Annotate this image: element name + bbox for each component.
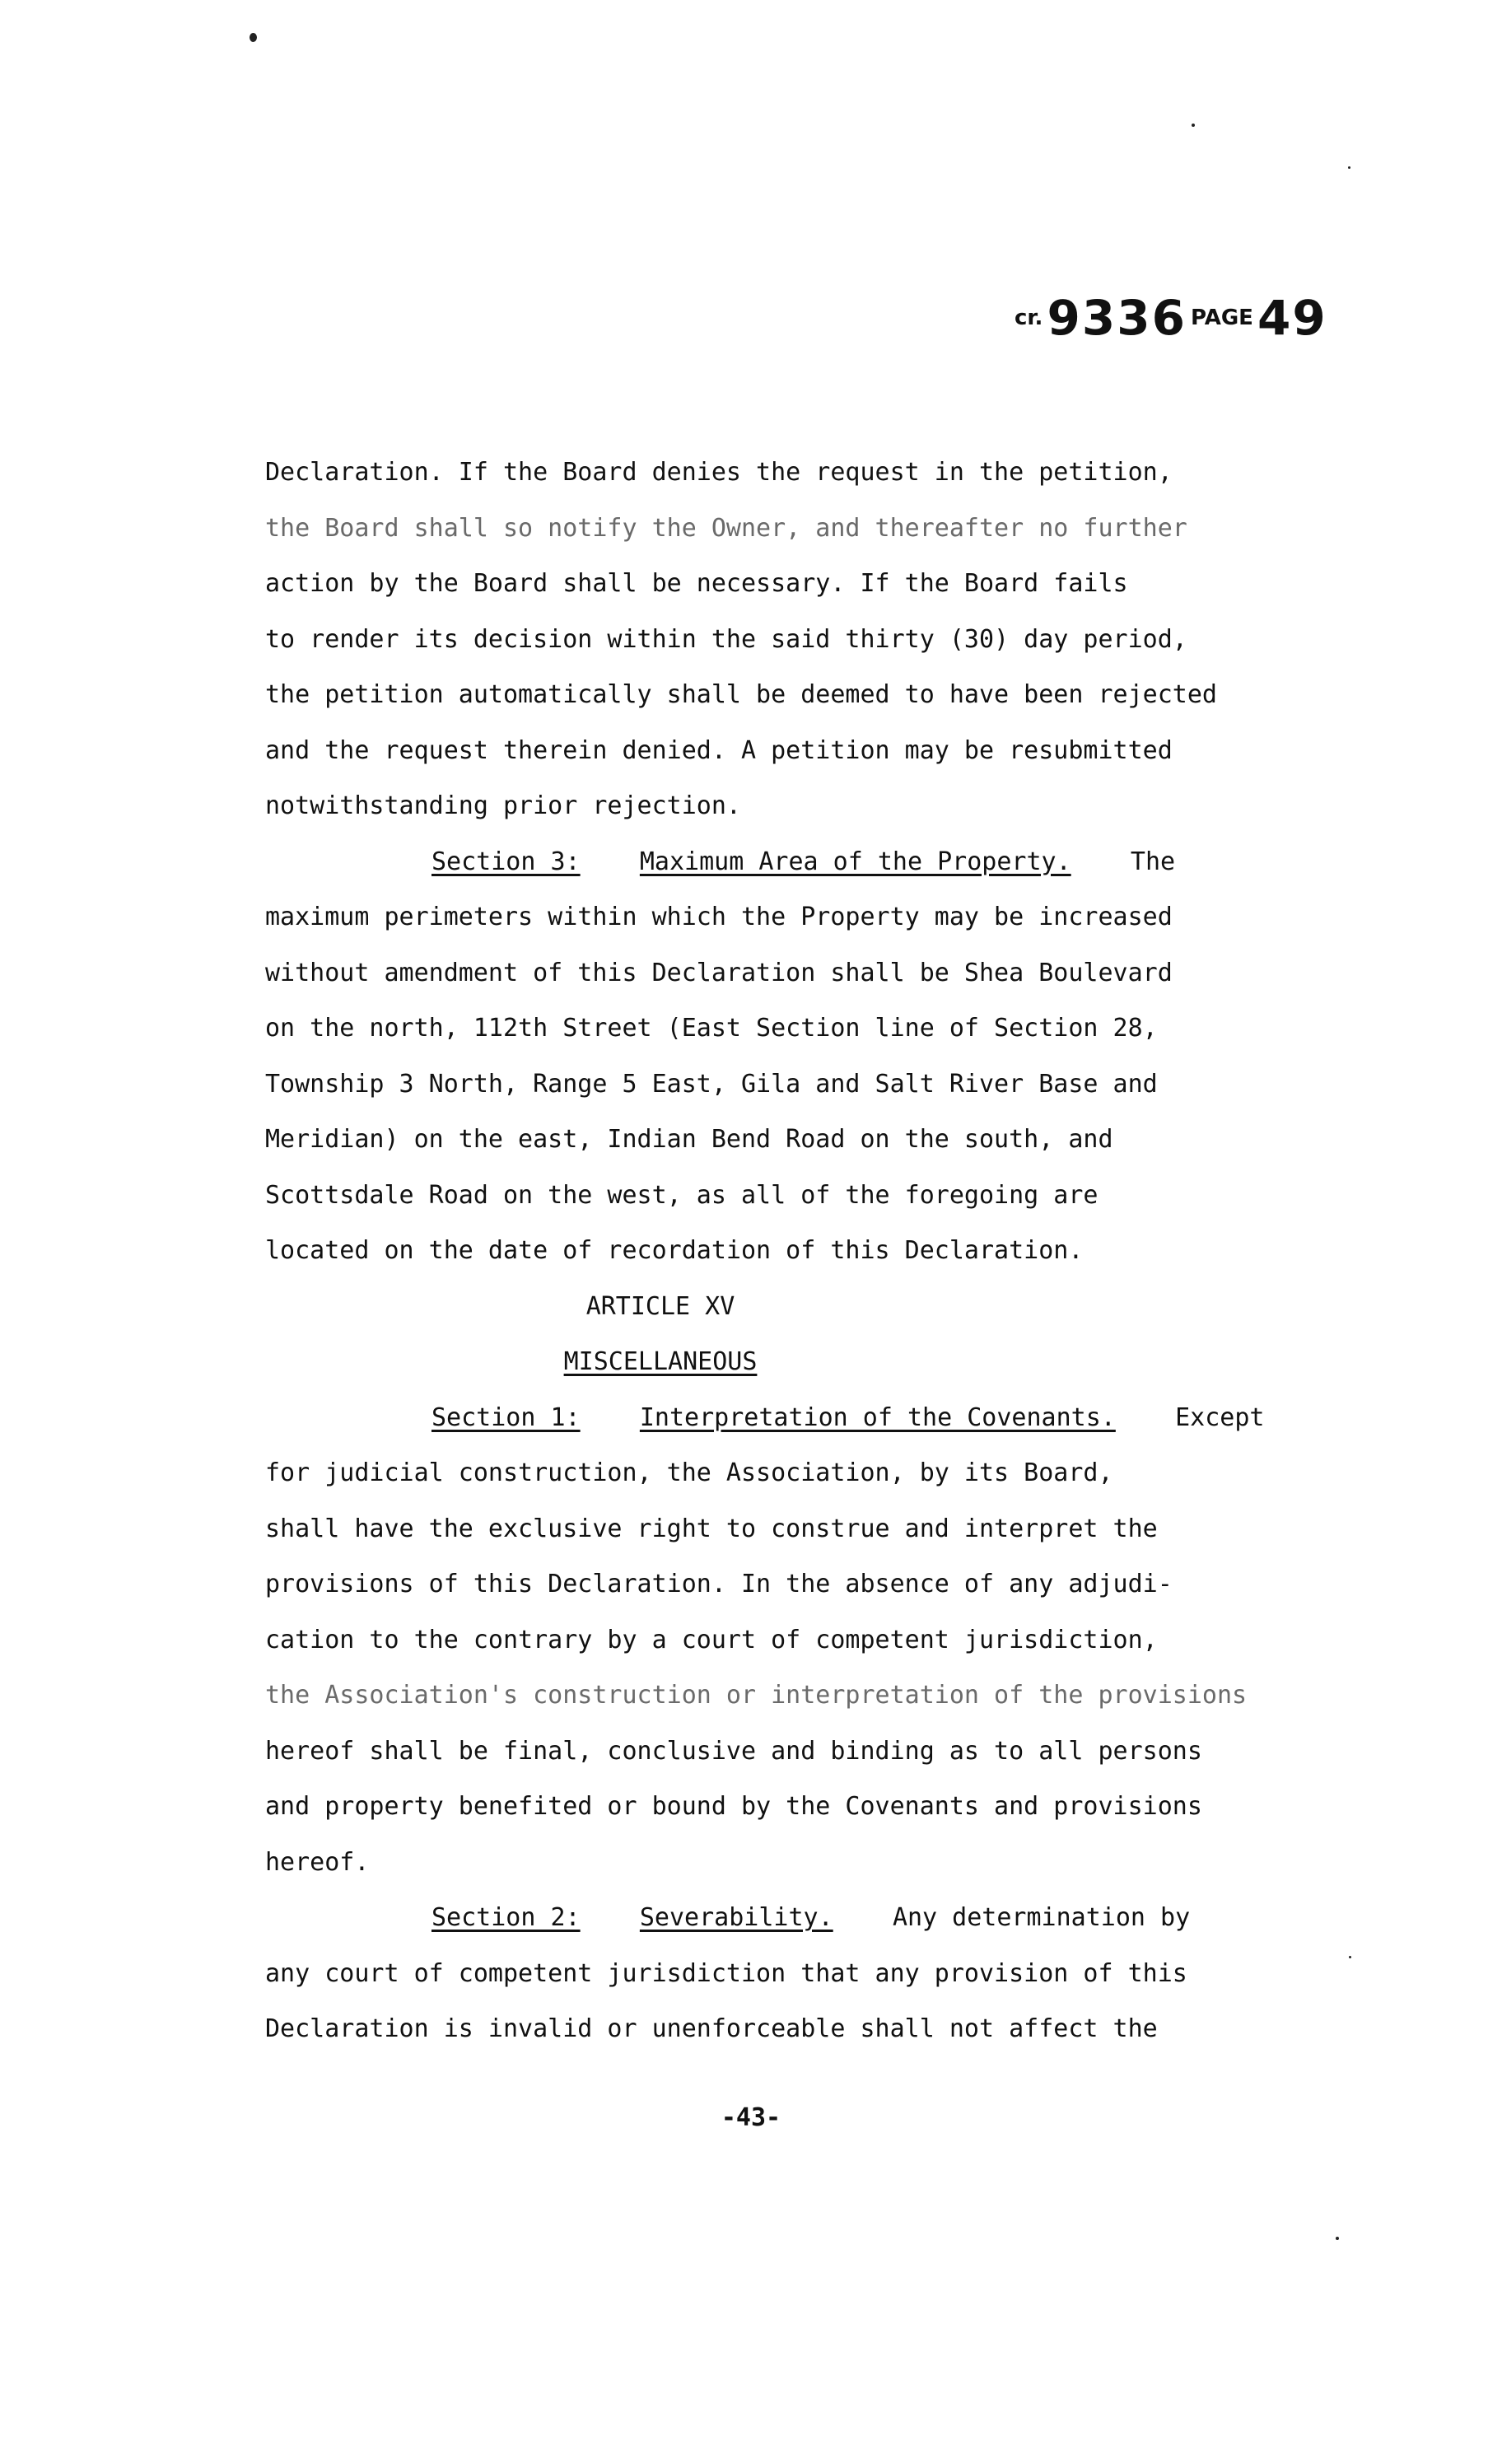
text-line: hereof shall be final, conclusive and binding as to all persons — [265, 1736, 1202, 1766]
section-2-heading-line — [265, 1890, 1434, 1946]
scan-speck — [1348, 166, 1350, 169]
recorded-page-number: 49 — [1257, 290, 1327, 346]
section-1-label: Section 1: — [431, 1402, 581, 1432]
text-line: shall have the exclusive right to construe and interpret the — [265, 1514, 1158, 1543]
text-line: Meridian) on the east, Indian Bend Road on the south, and — [265, 1125, 1113, 1154]
text-line: provisions of this Declaration. In the absence of any adjudi- — [265, 1570, 1173, 1598]
text-line: Declaration. If the Board denies the request in the petition, — [265, 458, 1173, 487]
text-line: the Association's construction or interpretation of the provisions — [265, 1681, 1248, 1710]
book-number: 9336 — [1047, 290, 1187, 346]
section-3-title: Maximum Area of the Property. — [639, 847, 1071, 876]
article-title — [265, 1334, 1056, 1390]
section-3-text-start: The — [1130, 847, 1176, 876]
scan-speck — [250, 33, 257, 42]
section-1-text-start: Except — [1175, 1402, 1265, 1432]
text-line: and the request therein denied. A petition may be resubmitted — [265, 735, 1173, 765]
page-prefix: PAGE — [1191, 306, 1253, 330]
text-line: action by the Board shall be necessary. If the Board fails — [265, 569, 1128, 598]
text-line: any court of competent jurisdiction that any provision of this — [265, 1958, 1187, 1988]
section-2-text-start: Any determination by — [892, 1903, 1191, 1932]
article-heading: ARTICLE XV — [585, 1291, 735, 1321]
section-1-heading-line — [265, 1390, 1434, 1446]
text-line: on the north, 112th Street (East Section line of Section 28, — [265, 1014, 1158, 1043]
recording-book-stamp — [1015, 290, 1327, 356]
book-prefix: cr. — [1015, 306, 1043, 330]
text-line: the Board shall so notify the Owner, and thereafter no further — [265, 513, 1187, 543]
section-3-label: Section 3: — [431, 847, 581, 876]
text-line: the petition automatically shall be deemed to have been rejected — [265, 680, 1217, 709]
text-line: cation to the contrary by a court of competent jurisdiction, — [265, 1625, 1158, 1654]
page-number-footer: -43- — [721, 2103, 781, 2132]
text-line: to render its decision within the said thirty (30) day period, — [265, 624, 1187, 654]
text-line: Scottsdale Road on the west, as all of the foregoing are — [265, 1180, 1099, 1210]
scan-speck — [1336, 2237, 1339, 2240]
document-body — [265, 445, 1434, 2057]
scan-speck — [1192, 124, 1195, 127]
section-3-heading-line — [265, 834, 1434, 890]
section-2-label: Section 2: — [431, 1903, 581, 1932]
text-line: Township 3 North, Range 5 East, Gila and Salt River Base and — [265, 1069, 1158, 1099]
section-1-title: Interpretation of the Covenants. — [639, 1402, 1116, 1432]
text-line: hereof. — [265, 1847, 370, 1877]
text-line: without amendment of this Declaration shall be Shea Boulevard — [265, 958, 1173, 987]
text-line: maximum perimeters within which the Property may be increased — [265, 903, 1173, 931]
text-line: Declaration is invalid or unenforceable shall not affect the — [265, 2014, 1158, 2043]
text-line: located on the date of recordation of this Declaration. — [265, 1236, 1084, 1265]
section-2-title: Severability. — [639, 1903, 833, 1932]
text-line: notwithstanding prior rejection. — [265, 791, 741, 820]
text-line: and property benefited or bound by the Covenants and provisions — [265, 1792, 1202, 1821]
article-title-text: MISCELLANEOUS — [563, 1347, 758, 1376]
text-line: for judicial construction, the Association, by its Board, — [265, 1458, 1113, 1487]
